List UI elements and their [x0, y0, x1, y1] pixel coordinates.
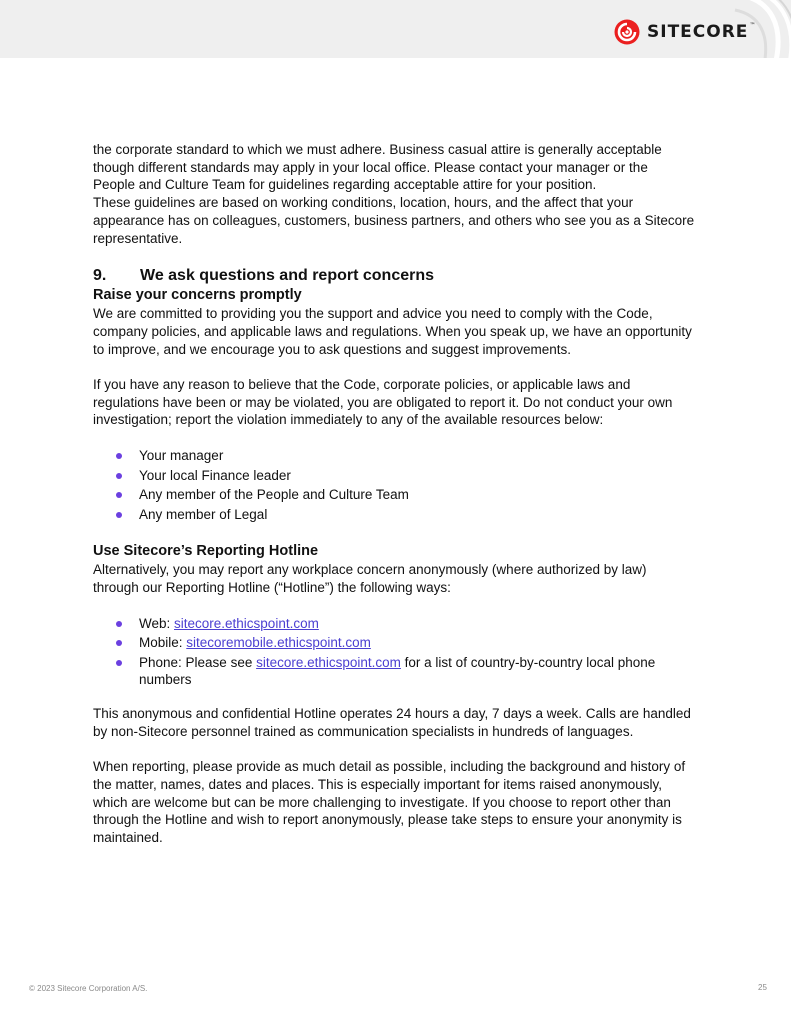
list-item-web: Web: sitecore.ethicspoint.com — [93, 615, 703, 633]
list-item-mobile: Mobile: sitecoremobile.ethicspoint.com — [93, 634, 703, 652]
section-heading — [93, 266, 703, 286]
copyright-notice: © 2023 Sitecore Corporation A/S. — [29, 984, 148, 993]
mobile-hotline-link[interactable]: sitecoremobile.ethicspoint.com — [186, 635, 371, 651]
list-item: Your local Finance leader — [93, 467, 703, 485]
list-item-phone: Phone: Please see sitecore.ethicspoint.com for a list of country-by-country local phone numbers — [93, 654, 703, 689]
section-number: 9. — [93, 267, 107, 285]
obligation-paragraph: If you have any reason to believe that the Code, corporate policies, or applicable laws and regulations have been or may be violated, you are obligated to report it. Do not conduct your own investigation; report the violation immediately to any of the available resources below: — [93, 377, 673, 428]
hotline-hours-paragraph: This anonymous and confidential Hotline operates 24 hours a day, 7 days a week. Calls are handled by non-Sitecore personnel trained as communication specialists in hundreds of languages. — [93, 706, 691, 739]
page-header — [0, 0, 791, 58]
list-item: Any member of the People and Culture Team — [93, 486, 703, 504]
intro-paragraph: the corporate standard to which we must adhere. Business casual attire is generally acceptable though different standards may apply in your local office. Please contact your manager or the People and Culture Team for guidelines regarding acceptable attire for your position. These guidelines are based on working conditions, location, hours, and the affect that your appearance has on colleagues, customers, business partners, and others who see you as a Sitecore representative. — [93, 142, 695, 246]
hotline-channels-list — [93, 615, 703, 689]
subheading-reporting-hotline: Use Sitecore’s Reporting Hotline — [93, 543, 319, 560]
decorative-swirl-icon — [730, 0, 791, 58]
list-item: Your manager — [93, 447, 703, 465]
subheading-raise-concerns: Raise your concerns promptly — [93, 287, 302, 304]
document-body — [93, 141, 703, 847]
list-item: Any member of Legal — [93, 506, 703, 524]
phone-hotline-link[interactable]: sitecore.ethicspoint.com — [256, 654, 401, 670]
resources-list — [93, 447, 703, 523]
reporting-detail-paragraph: When reporting, please provide as much detail as possible, including the background and history of the matter, names, dates and places. This is especially important for items raised anonymously, which are welcome but can be more challenging to investigate. If you choose to report other than through the Hotline and wish to report anonymously, please take steps to ensure your anonymity is maintained. — [93, 759, 686, 846]
sitecore-logo-mark-icon — [614, 19, 640, 45]
section-title: We ask questions and report concerns — [140, 267, 435, 285]
web-hotline-link[interactable]: sitecore.ethicspoint.com — [174, 615, 319, 631]
logo-wordmark: SITECORE™ — [647, 22, 757, 42]
commitment-paragraph: We are committed to providing you the support and advice you need to comply with the Code, company policies, and applicable laws and regulations. When you speak up, we have an opportunity to improve, and we encourage you to ask questions and suggest improvements. — [93, 306, 692, 357]
page-number: 25 — [758, 983, 767, 992]
hotline-intro-paragraph: Alternatively, you may report any workplace concern anonymously (where authorized by law) through our Reporting Hotline (“Hotline”) the following ways: — [93, 562, 647, 596]
